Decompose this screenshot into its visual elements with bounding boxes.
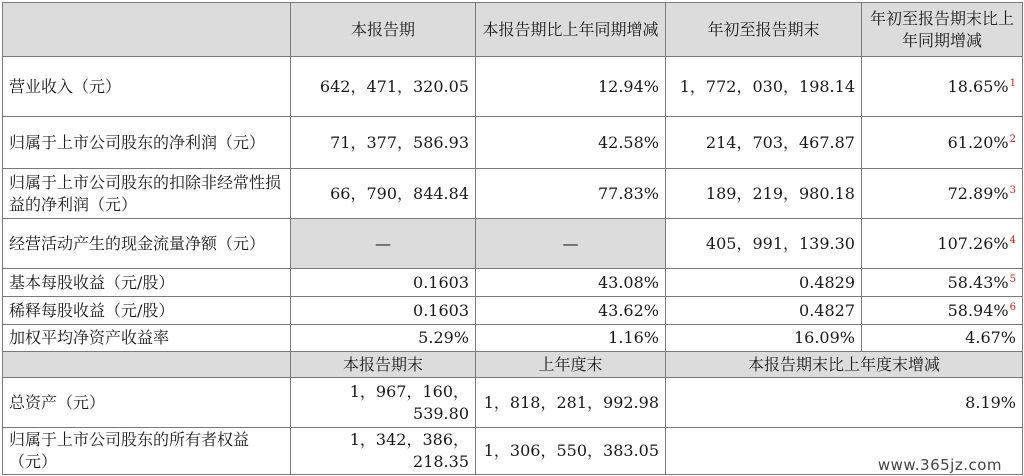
row-label: 归属于上市公司股东的所有者权益（元） [3,428,291,475]
cell-text: 61.20% [947,132,1009,152]
cell-value: 642，471，320.05 [291,57,476,117]
header-period-end: 本报告期末 [291,352,476,378]
cell-value: 0.4829 [666,269,862,297]
footnote-marker: 1 [1009,77,1016,89]
cell-value: 42.58% [476,117,666,169]
footnote-marker: 3 [1009,184,1016,196]
cell-value: 71，377，586.93 [291,117,476,169]
cell-value: 77.83% [476,169,666,219]
table-row [3,378,1023,428]
header-period-end-change: 本报告期末比上年度末增减 [666,352,1023,378]
cell-value: 1.16% [476,325,666,352]
row-label: 归属于上市公司股东的扣除非经常性损益的净利润（元） [3,169,291,219]
cell-value: 0.1603 [291,269,476,297]
cell-value [862,269,1023,297]
header-corner-2 [3,352,291,378]
cell-value: 16.09% [666,325,862,352]
table-row [3,269,1023,297]
cell-value: 66，790，844.84 [291,169,476,219]
cell-value [862,117,1023,169]
cell-value: 0.4827 [666,297,862,325]
table-row [3,428,1023,475]
header-prior-year-end: 上年度末 [476,352,666,378]
row-label: 稀释每股收益（元/股） [3,297,291,325]
cell-value: — [476,219,666,269]
cell-value: 5.29% [291,325,476,352]
row-label: 加权平均净资产收益率 [3,325,291,352]
cell-value: 1，342，386，218.35 [291,428,476,475]
row-label: 营业收入（元） [3,57,291,117]
header-ytd: 年初至报告期末 [666,3,862,57]
cell-value: 43.62% [476,297,666,325]
cell-text: 58.43% [947,272,1009,292]
cell-value: 8.19% [666,378,1023,428]
header-ytd-change: 年初至报告期末比上年同期增减 [862,3,1023,57]
cell-text: 18.65% [947,76,1009,96]
cell-value [862,169,1023,219]
table-row [3,57,1023,117]
watermark: www.365jz.com [877,456,1002,474]
cell-value [862,219,1023,269]
cell-value [862,297,1023,325]
footnote-marker: 2 [1009,133,1016,145]
header-row-2 [3,352,1023,378]
cell-value [862,57,1023,117]
cell-value: 1，306，550，383.05 [476,428,666,475]
cell-value: 43.08% [476,269,666,297]
table-row [3,219,1023,269]
row-label: 归属于上市公司股东的净利润（元） [3,117,291,169]
row-label: 基本每股收益（元/股） [3,269,291,297]
cell-text: 107.26% [937,233,1009,253]
cell-value: 0.1603 [291,297,476,325]
table-row [3,169,1023,219]
header-current-period: 本报告期 [291,3,476,57]
cell-value: 12.94% [476,57,666,117]
cell-value: 1，967，160，539.80 [291,378,476,428]
header-row [3,3,1023,57]
footnote-marker: 5 [1009,273,1016,285]
financial-table [2,2,1023,475]
cell-text: 72.89% [947,183,1009,203]
cell-value: 1，818，281，992.98 [476,378,666,428]
footnote-marker: 6 [1009,301,1016,313]
cell-value: — [291,219,476,269]
table-row [3,117,1023,169]
header-current-change: 本报告期比上年同期增减 [476,3,666,57]
footnote-marker: 4 [1009,234,1016,246]
cell-value: 405，991，139.30 [666,219,862,269]
header-corner [3,3,291,57]
row-label: 总资产（元） [3,378,291,428]
cell-value: 214，703，467.87 [666,117,862,169]
cell-text: 58.94% [947,300,1009,320]
cell-value: 4.67% [862,325,1023,352]
table-row [3,325,1023,352]
table-row [3,297,1023,325]
cell-value: 189，219，980.18 [666,169,862,219]
row-label: 经营活动产生的现金流量净额（元） [3,219,291,269]
cell-value: 1，772，030，198.14 [666,57,862,117]
